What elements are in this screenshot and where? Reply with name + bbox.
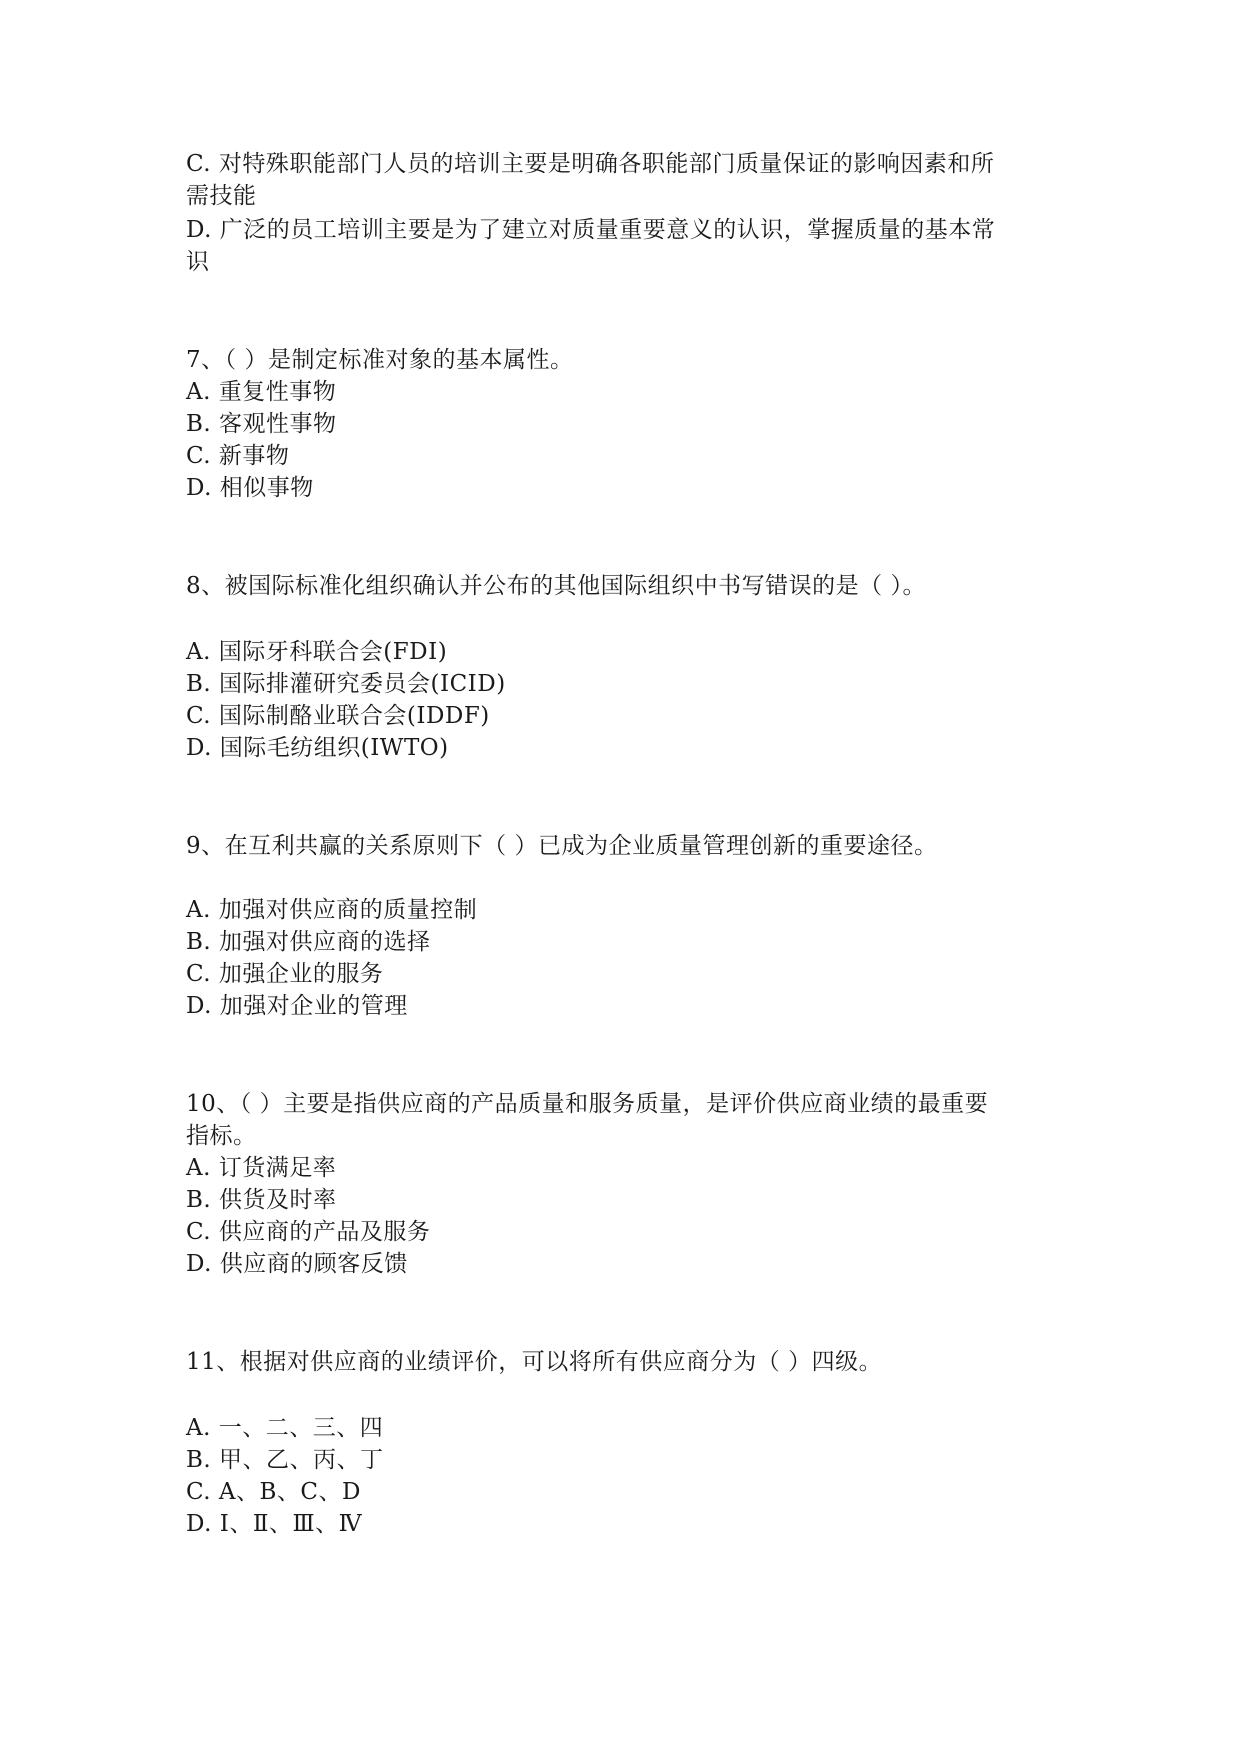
question-8-option-d: D. 国际毛纺组织(IWTO) [186,735,449,761]
question-9-option-a: A. 加强对供应商的质量控制 [186,897,478,923]
question-7-option-b: B. 客观性事物 [186,411,337,437]
question-10-option-d: D. 供应商的顾客反馈 [186,1251,408,1277]
question-9-stem: 9、在互利共赢的关系原则下（ ）已成为企业质量管理创新的重要途径。 [186,833,938,859]
question-11-option-b: B. 甲、乙、丙、丁 [186,1447,384,1473]
question-10-option-a: A. 订货满足率 [186,1155,337,1181]
question-7-option-d: D. 相似事物 [186,475,314,501]
question-9-option-d: D. 加强对企业的管理 [186,993,408,1019]
question-8-stem: 8、被国际标准化组织确认并公布的其他国际组织中书写错误的是（ ）。 [186,573,926,599]
question-7-stem: 7、（ ）是制定标准对象的基本属性。 [186,347,574,373]
question-7-option-a: A. 重复性事物 [186,379,337,405]
option-c-line2: 需技能 [186,183,257,209]
option-c-line1: C. 对特殊职能部门人员的培训主要是明确各职能部门质量保证的影响因素和所 [186,151,995,177]
question-10-option-b: B. 供货及时率 [186,1187,337,1213]
question-11-option-d: D. Ⅰ、Ⅱ、Ⅲ、Ⅳ [186,1511,363,1537]
option-d-line2: 识 [186,249,210,275]
question-9-option-b: B. 加强对供应商的选择 [186,929,431,955]
question-10-stem-line1: 10、（ ）主要是指供应商的产品质量和服务质量，是评价供应商业绩的最重要 [186,1091,989,1117]
question-11-option-c: C. A、B、C、D [186,1479,361,1505]
option-d-line1: D. 广泛的员工培训主要是为了建立对质量重要意义的认识，掌握质量的基本常 [186,217,996,243]
question-7-option-c: C. 新事物 [186,443,290,469]
question-11-option-a: A. 一、二、三、四 [186,1415,384,1441]
question-11-stem: 11、根据对供应商的业绩评价，可以将所有供应商分为（ ）四级。 [186,1349,883,1375]
question-10-stem-line2: 指标。 [186,1123,257,1149]
question-8-option-c: C. 国际制酪业联合会(IDDF) [186,703,490,729]
question-10-option-c: C. 供应商的产品及服务 [186,1219,431,1245]
question-9-option-c: C. 加强企业的服务 [186,961,384,987]
question-8-option-b: B. 国际排灌研究委员会(ICID) [186,671,506,697]
question-8-option-a: A. 国际牙科联合会(FDI) [186,639,448,665]
